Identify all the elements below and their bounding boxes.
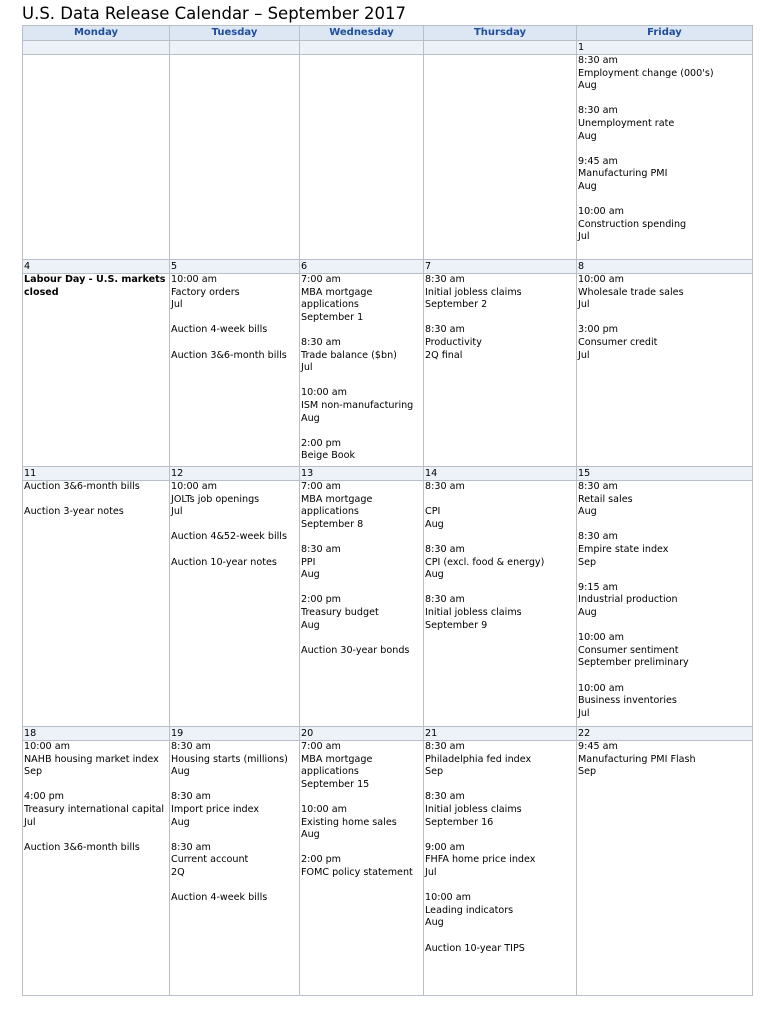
day-cell	[170, 741, 300, 996]
date-cell: 4	[23, 260, 170, 274]
release-name: CPI	[425, 506, 441, 518]
release-period: Aug	[171, 766, 190, 778]
release-name: Auction 30-year bonds	[301, 644, 410, 656]
release-item	[301, 544, 422, 582]
release-time: 7:00 am	[301, 741, 341, 752]
release-time: 8:30 am	[301, 336, 341, 348]
release-period: September 2	[425, 299, 488, 311]
release-item	[301, 594, 422, 632]
release-name: Import price index	[171, 803, 260, 815]
release-period: Aug	[425, 569, 444, 581]
release-time: 10:00 am	[171, 481, 217, 492]
release-period: Jul	[171, 299, 183, 311]
date-cell	[424, 41, 577, 55]
day-cell	[424, 481, 577, 727]
release-item	[24, 506, 168, 519]
release-time: 8:30 am	[425, 594, 465, 606]
release-name: CPI (excl. food & energy)	[425, 556, 545, 568]
release-time: 10:00 am	[425, 892, 471, 904]
release-name: Philadelphia fed index	[425, 753, 532, 765]
release-item	[301, 387, 422, 425]
release-name: Manufacturing PMI Flash	[578, 753, 696, 765]
date-cell	[300, 41, 424, 55]
release-time: 8:30 am	[425, 481, 465, 492]
release-time: 10:00 am	[301, 803, 347, 815]
release-name: PPI	[301, 556, 316, 568]
release-time: 10:00 am	[578, 682, 624, 694]
release-period: Jul	[578, 707, 590, 719]
release-name: Treasury international capital	[24, 803, 165, 815]
release-name: Consumer sentiment	[578, 644, 679, 656]
date-cell: 7	[424, 260, 577, 274]
day-cell	[424, 55, 577, 260]
release-item	[425, 274, 575, 312]
release-time: 8:30 am	[171, 791, 211, 803]
calendar-body	[23, 41, 753, 996]
release-calendar-table	[22, 25, 753, 996]
release-item	[578, 206, 751, 244]
holiday-note: Labour Day - U.S. markets closed	[24, 274, 166, 298]
date-cell: 1	[577, 41, 753, 55]
release-name: Initial jobless claims	[425, 606, 522, 618]
release-item	[425, 506, 575, 531]
release-item	[301, 438, 422, 463]
release-item	[301, 741, 422, 791]
release-item	[171, 842, 298, 880]
date-cell: 6	[300, 260, 424, 274]
release-time: 9:45 am	[578, 741, 618, 752]
release-name: Business inventories	[578, 695, 677, 707]
release-period: Jul	[578, 231, 590, 243]
weekday-header-wednesday: Wednesday	[300, 26, 424, 41]
release-time: 2:00 pm	[301, 437, 342, 449]
release-name: Current account	[171, 854, 249, 866]
release-item	[425, 481, 575, 494]
date-cell: 15	[577, 467, 753, 481]
date-cell: 19	[170, 727, 300, 741]
release-name: ISM non-manufacturing	[301, 399, 414, 411]
day-cell	[170, 481, 300, 727]
release-item	[24, 274, 168, 299]
release-time: 8:30 am	[578, 105, 618, 117]
release-item	[301, 804, 422, 842]
release-name: Factory orders	[171, 286, 240, 298]
release-name: Treasury budget	[301, 606, 379, 618]
release-name: MBA mortgage applications	[301, 753, 373, 778]
release-period: Aug	[301, 619, 320, 631]
date-cell: 20	[300, 727, 424, 741]
weekday-header-row	[23, 26, 753, 41]
release-item	[425, 324, 575, 362]
release-period: September 15	[301, 778, 370, 790]
release-name: MBA mortgage applications	[301, 286, 373, 311]
release-item	[171, 892, 298, 905]
release-item	[425, 842, 575, 880]
week-date-row	[23, 467, 753, 481]
weekday-header-monday: Monday	[23, 26, 170, 41]
release-item	[425, 791, 575, 829]
release-name: Beige Book	[301, 450, 356, 462]
day-cell	[577, 741, 753, 996]
release-item	[578, 683, 751, 721]
week-events-row	[23, 274, 753, 467]
release-time: 8:30 am	[425, 274, 465, 285]
release-time: 10:00 am	[578, 274, 624, 285]
release-item	[578, 481, 751, 519]
release-time: 9:00 am	[425, 841, 465, 853]
week-date-row	[23, 260, 753, 274]
day-cell	[577, 481, 753, 727]
date-cell: 13	[300, 467, 424, 481]
weekday-header-friday: Friday	[577, 26, 753, 41]
release-item	[578, 156, 751, 194]
date-cell: 18	[23, 727, 170, 741]
release-item	[425, 544, 575, 582]
release-time: 8:30 am	[578, 55, 618, 66]
release-time: 8:30 am	[425, 741, 465, 752]
week-events-row	[23, 741, 753, 996]
release-name: Housing starts (millions)	[171, 753, 288, 765]
release-item	[301, 274, 422, 324]
release-period: 2Q	[171, 866, 185, 878]
release-period: Aug	[301, 829, 320, 841]
release-item	[171, 324, 298, 337]
day-cell	[170, 55, 300, 260]
date-cell: 21	[424, 727, 577, 741]
release-period: Aug	[301, 412, 320, 424]
date-cell	[170, 41, 300, 55]
release-item	[301, 854, 422, 879]
release-period: September 1	[301, 311, 364, 323]
day-cell	[300, 55, 424, 260]
release-item	[24, 481, 168, 494]
weekday-header-thursday: Thursday	[424, 26, 577, 41]
release-name: Construction spending	[578, 218, 687, 230]
release-name: NAHB housing market index	[24, 753, 159, 765]
week-events-row	[23, 55, 753, 260]
day-cell	[23, 481, 170, 727]
release-name: JOLTs job openings	[171, 493, 260, 505]
release-item	[24, 741, 168, 779]
release-period: Jul	[24, 816, 36, 828]
release-period: September 9	[425, 619, 488, 631]
release-period: Aug	[171, 816, 190, 828]
week-events-row	[23, 481, 753, 727]
release-time: 3:00 pm	[578, 324, 619, 336]
release-item	[578, 274, 751, 312]
release-item	[24, 791, 168, 829]
release-time: 9:45 am	[578, 155, 618, 167]
release-time: 8:30 am	[425, 324, 465, 336]
release-name: MBA mortgage applications	[301, 493, 373, 518]
date-cell: 22	[577, 727, 753, 741]
release-name: Auction 10-year TIPS	[425, 942, 525, 954]
day-cell	[577, 274, 753, 467]
weekday-header-tuesday: Tuesday	[170, 26, 300, 41]
release-period: Aug	[425, 917, 444, 929]
release-name: Initial jobless claims	[425, 286, 522, 298]
day-cell	[23, 55, 170, 260]
release-name: FHFA home price index	[425, 854, 536, 866]
day-cell	[300, 274, 424, 467]
release-time: 10:00 am	[171, 274, 217, 285]
release-time: 7:00 am	[301, 481, 341, 492]
release-name: Auction 3&6-month bills	[171, 349, 287, 361]
release-name: Wholesale trade sales	[578, 286, 684, 298]
release-item	[425, 594, 575, 632]
release-item	[171, 531, 298, 544]
release-name: Auction 4-week bills	[171, 892, 268, 904]
release-time: 7:00 am	[301, 274, 341, 285]
release-period: Aug	[578, 130, 597, 142]
release-period: September preliminary	[578, 657, 689, 669]
release-name: Retail sales	[578, 493, 633, 505]
release-time: 8:30 am	[171, 741, 211, 752]
release-name: Empire state index	[578, 543, 669, 555]
release-time: 10:00 am	[578, 632, 624, 644]
release-item	[301, 481, 422, 531]
release-item	[578, 582, 751, 620]
day-cell	[424, 741, 577, 996]
release-time: 10:00 am	[301, 387, 347, 399]
page-title: U.S. Data Release Calendar – September 2017	[22, 4, 407, 23]
release-time: 8:30 am	[301, 543, 341, 555]
release-period: Jul	[171, 506, 183, 518]
release-name: FOMC policy statement	[301, 866, 413, 878]
release-name: Manufacturing PMI	[578, 168, 668, 180]
release-period: Jul	[301, 362, 313, 374]
release-period: Sep	[578, 556, 597, 568]
release-item	[425, 892, 575, 930]
release-item	[578, 324, 751, 362]
week-date-row	[23, 727, 753, 741]
release-item	[578, 55, 751, 93]
release-name: Employment change (000's)	[578, 67, 714, 79]
date-cell: 5	[170, 260, 300, 274]
release-time: 8:30 am	[425, 543, 465, 555]
week-date-row	[23, 41, 753, 55]
release-name: Initial jobless claims	[425, 803, 522, 815]
day-cell	[23, 274, 170, 467]
release-time: 2:00 pm	[301, 854, 342, 866]
release-name: Auction 4-week bills	[171, 324, 268, 336]
day-cell	[170, 274, 300, 467]
date-cell: 12	[170, 467, 300, 481]
release-item	[171, 481, 298, 519]
day-cell	[424, 274, 577, 467]
date-cell: 11	[23, 467, 170, 481]
release-item	[578, 741, 751, 779]
release-period: Jul	[578, 299, 590, 311]
release-time: 8:30 am	[578, 481, 618, 492]
release-item	[578, 632, 751, 670]
release-name: Productivity	[425, 336, 482, 348]
release-name: Unemployment rate	[578, 117, 675, 129]
release-item	[301, 337, 422, 375]
release-period: Aug	[425, 518, 444, 530]
release-name: Trade balance ($bn)	[301, 349, 397, 361]
release-period: 2Q final	[425, 349, 463, 361]
release-period: September 8	[301, 518, 364, 530]
release-time: 8:30 am	[171, 841, 211, 853]
release-time: 8:30 am	[425, 791, 465, 803]
release-name: Consumer credit	[578, 336, 658, 348]
release-time: 10:00 am	[578, 206, 624, 218]
release-item	[171, 557, 298, 570]
release-name: Industrial production	[578, 594, 678, 606]
release-period: Aug	[578, 606, 597, 618]
date-cell: 8	[577, 260, 753, 274]
day-cell	[23, 741, 170, 996]
release-period: Sep	[24, 766, 43, 778]
release-item	[171, 350, 298, 363]
release-period: Aug	[578, 180, 597, 192]
day-cell	[300, 741, 424, 996]
release-name: Auction 10-year notes	[171, 556, 277, 568]
release-item	[301, 645, 422, 658]
release-period: Jul	[425, 866, 437, 878]
release-name: Auction 3&6-month bills	[24, 841, 140, 853]
release-time: 10:00 am	[24, 741, 70, 752]
release-item	[171, 741, 298, 779]
release-item	[171, 791, 298, 829]
release-period: Sep	[425, 766, 444, 778]
release-period: September 16	[425, 816, 494, 828]
release-item	[24, 842, 168, 855]
release-item	[171, 274, 298, 312]
release-name: Auction 3&6-month bills	[24, 481, 140, 492]
release-name: Existing home sales	[301, 816, 397, 828]
day-cell	[577, 55, 753, 260]
release-time: 8:30 am	[578, 531, 618, 543]
release-item	[578, 531, 751, 569]
release-name: Auction 3-year notes	[24, 506, 124, 518]
release-item	[425, 741, 575, 779]
release-name: Auction 4&52-week bills	[171, 531, 287, 543]
release-period: Aug	[301, 569, 320, 581]
release-period: Aug	[578, 506, 597, 518]
release-item	[425, 943, 575, 956]
release-period: Sep	[578, 766, 597, 778]
release-period: Aug	[578, 80, 597, 92]
release-name: Leading indicators	[425, 904, 514, 916]
release-time: 9:15 am	[578, 581, 618, 593]
date-cell	[23, 41, 170, 55]
release-time: 4:00 pm	[24, 791, 65, 803]
date-cell: 14	[424, 467, 577, 481]
release-period: Jul	[578, 349, 590, 361]
day-cell	[300, 481, 424, 727]
release-item	[578, 105, 751, 143]
release-time: 2:00 pm	[301, 594, 342, 606]
